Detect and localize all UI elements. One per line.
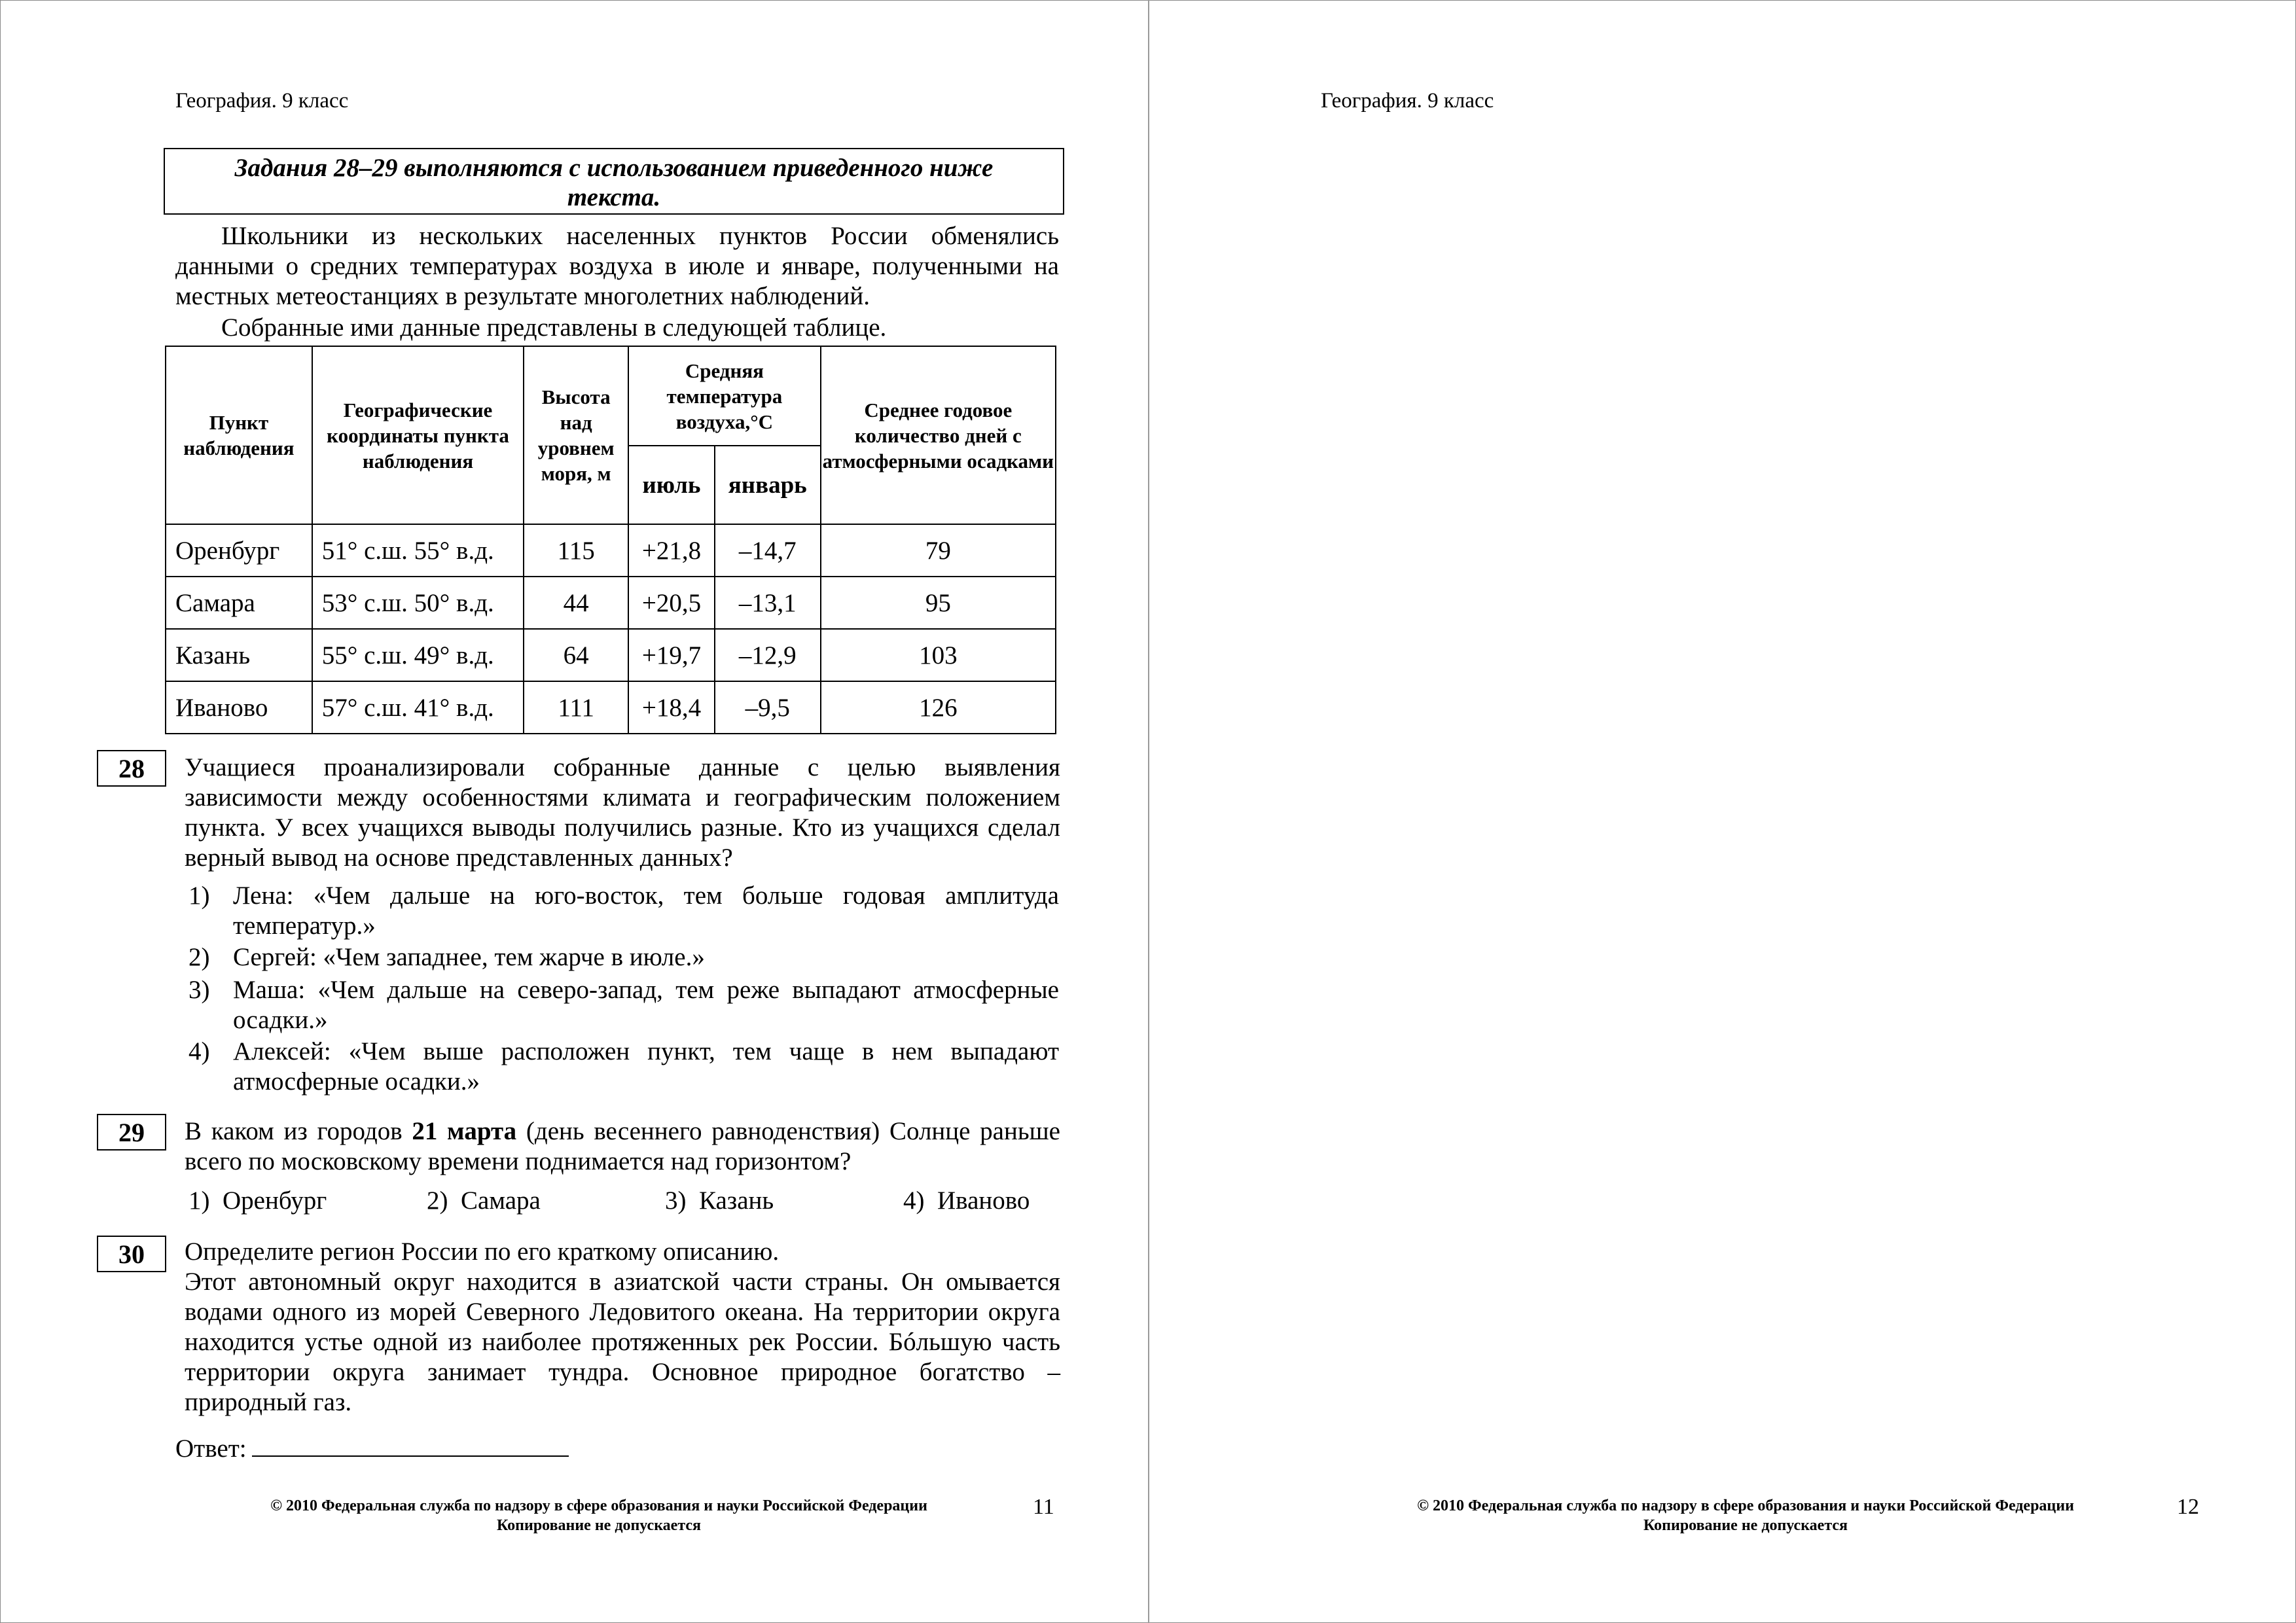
q28-option-4: [188, 1037, 1059, 1097]
cell-height: 64: [524, 629, 628, 681]
task-instruction-line-2: текста.: [567, 183, 661, 211]
question-number-30: 30: [97, 1236, 166, 1272]
data-table: [165, 346, 1056, 734]
footer-no-copy: Копирование не допускается: [1643, 1517, 1848, 1534]
q28-option-3: [188, 975, 1059, 1035]
cell-height: 115: [524, 524, 628, 577]
option-number: 4): [188, 1037, 210, 1065]
task-instruction-box: [164, 148, 1064, 215]
q29-text-before: В каком из городов: [185, 1117, 412, 1145]
left-page-header: География. 9 класс: [175, 89, 349, 113]
option-text: Оренбург: [223, 1186, 327, 1215]
table-row: [166, 681, 1056, 734]
cell-precip: 79: [821, 524, 1056, 577]
q28-option-1: [188, 881, 1059, 941]
option-number: 4): [903, 1186, 925, 1215]
intro-paragraph: [175, 221, 1059, 312]
table-intro: Собранные ими данные представлены в следующей таблице.: [221, 313, 887, 342]
cell-coords: 57° с.ш. 41° в.д.: [312, 681, 524, 734]
q29-text-after: (день весеннего равноденствия) Солнце раньше всего по московскому времени поднимается над горизонтом?: [185, 1117, 1060, 1175]
q29-option-1: [188, 1186, 327, 1216]
header-precip: Среднее годовое количество дней с атмосферными осадками: [821, 346, 1056, 524]
right-footer: [1317, 1496, 2174, 1535]
table-row: [166, 577, 1056, 629]
q29-option-4: [903, 1186, 1030, 1216]
cell-january: –14,7: [715, 524, 821, 577]
footer-no-copy: Копирование не допускается: [496, 1517, 702, 1534]
answer-field[interactable]: [252, 1433, 569, 1457]
cell-point: Оренбург: [166, 524, 312, 577]
cell-precip: 126: [821, 681, 1056, 734]
cell-january: –12,9: [715, 629, 821, 681]
option-text: Сергей: «Чем западнее, тем жарче в июле.»: [233, 943, 705, 971]
option-text: Самара: [461, 1186, 541, 1215]
q28-option-2: [188, 942, 1059, 972]
right-page-number: 12: [2177, 1495, 2199, 1519]
question-28-text: Учащиеся проанализировали собранные данные с целью выявления зависимости между особенностями климата и географическим положением пункта. У всех учащихся выводы получились разные. Кто из учащихся сделал верный вывод на основе представленных данных?: [185, 753, 1060, 872]
answer-label: Ответ:: [175, 1435, 247, 1463]
option-text: Лена: «Чем дальше на юго-восток, тем больше годовая амплитуда температур.»: [233, 882, 1059, 940]
option-number: 1): [188, 1186, 210, 1215]
question-29-text: [185, 1116, 1060, 1177]
q29-option-3: [665, 1186, 774, 1216]
option-text: Казань: [699, 1186, 774, 1215]
option-number: 2): [427, 1186, 448, 1215]
option-number: 3): [665, 1186, 687, 1215]
header-january: январь: [715, 446, 821, 524]
cell-precip: 95: [821, 577, 1056, 629]
footer-copyright: © 2010 Федеральная служба по надзору в сфере образования и науки Российской Федерации: [270, 1497, 927, 1514]
option-number: 1): [188, 882, 210, 910]
header-temp: Средняя температура воздуха,°С: [628, 346, 821, 446]
right-page-header: География. 9 класс: [1321, 89, 1494, 113]
cell-july: +21,8: [628, 524, 715, 577]
option-text: Иваново: [937, 1186, 1030, 1215]
cell-precip: 103: [821, 629, 1056, 681]
cell-july: +18,4: [628, 681, 715, 734]
task-instruction-line-1: Задания 28–29 выполняются с использованием приведенного ниже: [234, 154, 994, 182]
q29-option-2: [427, 1186, 541, 1216]
cell-january: –9,5: [715, 681, 821, 734]
footer-copyright: © 2010 Федеральная служба по надзору в сфере образования и науки Российской Федерации: [1417, 1497, 2074, 1514]
header-height: Высота над уровнем моря, м: [524, 346, 628, 524]
table-row: [166, 629, 1056, 681]
cell-height: 44: [524, 577, 628, 629]
option-number: 3): [188, 976, 210, 1004]
left-footer: [170, 1496, 1028, 1535]
page-divider: [1148, 0, 1149, 1623]
cell-coords: 55° с.ш. 49° в.д.: [312, 629, 524, 681]
question-30-text: Этот автономный округ находится в азиатской части страны. Он омывается водами одного из морей Северного Ледовитого океана. На территории округа находится устье одной из наиболее протяженных рек России. Бóльшую часть территории округа занимает тундра. Основное природное богатство – природный газ.: [185, 1268, 1060, 1416]
q29-text-bold: 21 марта: [412, 1117, 517, 1145]
cell-coords: 51° с.ш. 55° в.д.: [312, 524, 524, 577]
table-row: [166, 524, 1056, 577]
cell-july: +20,5: [628, 577, 715, 629]
question-number-29: 29: [97, 1114, 166, 1150]
option-text: Алексей: «Чем выше расположен пункт, тем чаще в нем выпадают атмосферные осадки.»: [233, 1037, 1059, 1096]
option-text: Маша: «Чем дальше на северо-запад, тем реже выпадают атмосферные осадки.»: [233, 976, 1059, 1034]
option-number: 2): [188, 943, 210, 971]
question-30-line1: Определите регион России по его краткому описанию.: [185, 1238, 780, 1266]
cell-july: +19,7: [628, 629, 715, 681]
cell-point: Самара: [166, 577, 312, 629]
intro-paragraph-text: Школьники из нескольких населенных пунктов России обменялись данными о средних температурах воздуха в июле и январе, полученными на местных метеостанциях в результате многолетних наблюдений.: [175, 222, 1059, 310]
cell-point: Иваново: [166, 681, 312, 734]
cell-january: –13,1: [715, 577, 821, 629]
cell-coords: 53° с.ш. 50° в.д.: [312, 577, 524, 629]
answer-row: [175, 1433, 569, 1464]
header-point: Пункт наблюдения: [166, 346, 312, 524]
header-july: июль: [628, 446, 715, 524]
question-number-28: 28: [97, 750, 166, 787]
left-page-number: 11: [1033, 1495, 1054, 1519]
cell-point: Казань: [166, 629, 312, 681]
header-coords: Географические координаты пункта наблюдения: [312, 346, 524, 524]
cell-height: 111: [524, 681, 628, 734]
